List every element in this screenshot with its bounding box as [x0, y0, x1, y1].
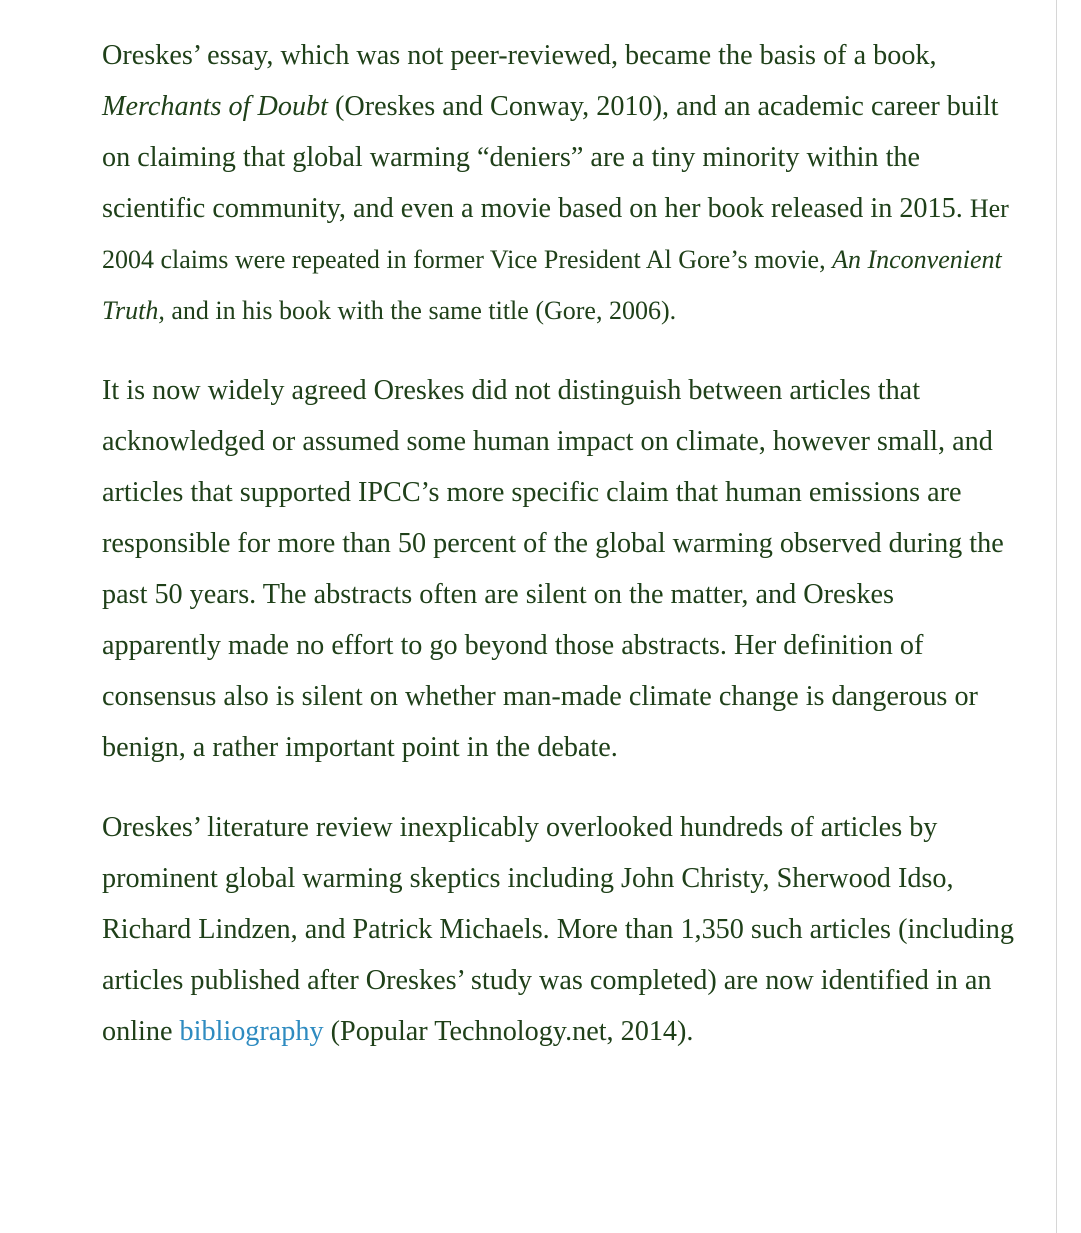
paragraph-text: Oreskes’ literature review inexplicably overlooked hundreds of articles by prominent global warming skeptics including John Christy, Sherwood Idso, Richard Lindzen, and Patrick Michaels. More than 1,350 such articles (including articles published after Oreskes’ study was completed) are now identified in an online: [102, 812, 1014, 1047]
book-title-merchants-of-doubt: Merchants of Doubt: [102, 91, 328, 122]
page-edge-divider: [1056, 0, 1057, 1233]
paragraph-text: Oreskes’ essay, which was not peer-reviewed, became the basis of a book,: [102, 40, 937, 71]
paragraph-text: (Popular Technology.net, 2014).: [323, 1016, 694, 1047]
paragraph-consensus-critique: [102, 365, 1017, 773]
paragraph-text: (Oreskes and Conway, 2010), and an academic career built on claiming that global warming “deniers” are a tiny minority within the scientific community, and even a movie based on her book released in 2015.: [102, 91, 999, 224]
paragraph-literature-review: [102, 802, 1017, 1057]
paragraph-text: It is now widely agreed Oreskes did not distinguish between articles that acknowledged or assumed some human impact on climate, however small, and articles that supported IPCC’s more specific claim that human emissions are responsible for more than 50 percent of the global warming observed during the past 50 years. The abstracts often are silent on the matter, and Oreskes apparently made no effort to go beyond those abstracts. Her definition of consensus also is silent on whether man-made climate change is dangerous or benign, a rather important point in the debate.: [102, 375, 1004, 763]
movie-title-inconvenient-truth: An Inconvenient Truth,: [102, 245, 1002, 325]
paragraph-merchants-of-doubt: [102, 30, 1017, 336]
paragraph-text-small: and in his book with the same title (Gore, 2006).: [164, 296, 677, 325]
paragraph-text-small: Her 2004 claims were repeated in former Vice President Al Gore’s movie,: [102, 194, 1009, 274]
bibliography-link[interactable]: bibliography: [179, 1016, 324, 1047]
article-body: [102, 30, 1017, 1086]
